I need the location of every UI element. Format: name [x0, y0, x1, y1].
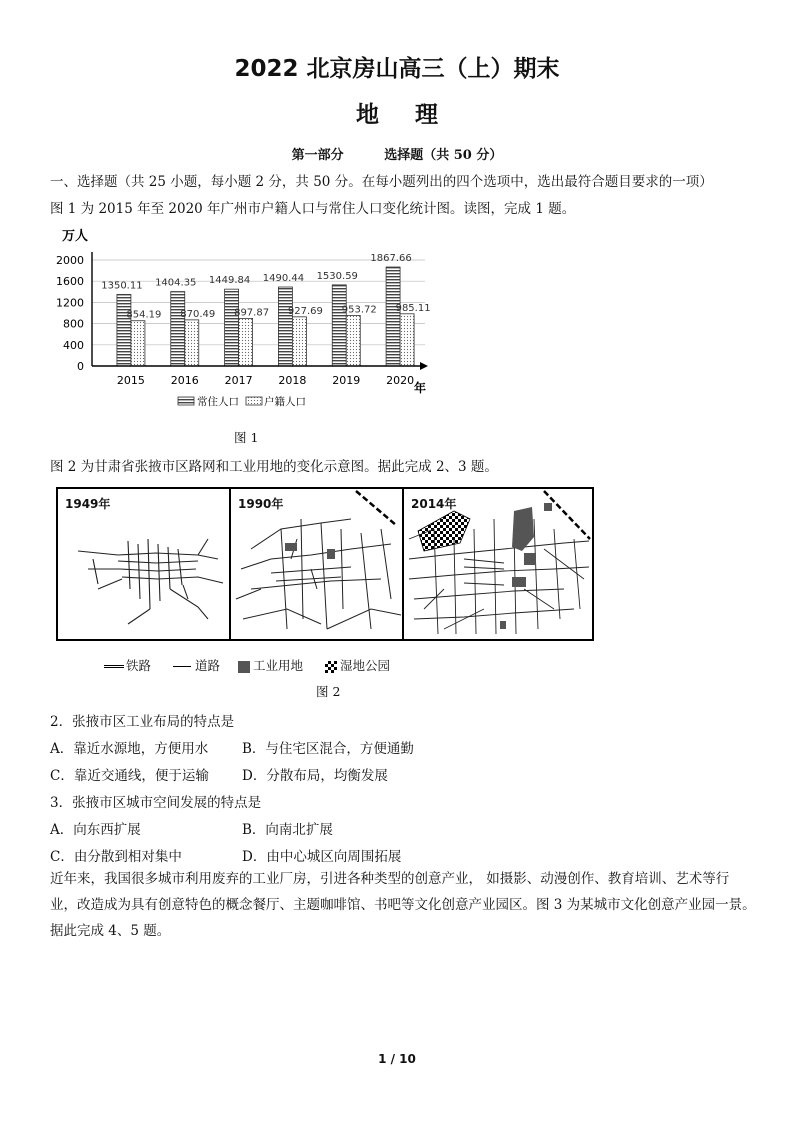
wetland-park-2014 [418, 511, 470, 551]
legend-wetland: 湿地公园 [340, 658, 391, 673]
population-bar-chart [40, 222, 460, 417]
x-tick-label: 2015 [116, 374, 145, 387]
bar-registered [292, 317, 306, 366]
data-label-registered: 985.11 [395, 302, 431, 314]
bar-resident [225, 289, 239, 366]
passage-4-5: 近年来，我国很多城市利用废弃的工业厂房，引进各种类型的创意产业， 如摄影、动漫创作、教育培训、艺术等行业，改造成为具有创意特色的概念餐厅、主题咖啡馆、书吧等文化创意产业园区。图 3 为某城市文化创意产业园一景。据此完成 4、5 题。 [50, 871, 756, 939]
data-label-registered: 870.49 [180, 308, 216, 320]
bar-resident [117, 294, 131, 366]
data-label-registered: 927.69 [287, 305, 323, 317]
industrial-2014a [512, 507, 534, 551]
railway-1990 [356, 491, 396, 525]
page-number: 1 / 10 [378, 1052, 416, 1066]
question-2-option-a: A．靠近水源地，方便用水 [50, 741, 209, 757]
chart-legend [178, 395, 306, 408]
question-2-stem: 2．张掖市区工业布局的特点是 [50, 714, 235, 730]
x-tick-label: 2016 [170, 374, 199, 387]
railway-2014 [544, 491, 590, 539]
map-1990-label: 1990年 [238, 497, 284, 511]
data-label-resident: 1867.66 [370, 253, 412, 265]
bar-registered [131, 321, 145, 366]
part-label: 第一部分 [291, 148, 344, 163]
industrial-2014d [500, 621, 506, 629]
bar-resident [171, 292, 185, 366]
bar-registered [185, 320, 199, 366]
road-legend-icon [173, 666, 191, 667]
y-tick-label: 400 [63, 338, 84, 352]
question-3-option-a: A．向东西扩展 [50, 822, 141, 838]
legend-label-resident: 常住人口 [197, 396, 239, 408]
data-label-resident: 1350.11 [101, 280, 143, 292]
fig2-intro: 图 2 为甘肃省张掖市区路网和工业用地的变化示意图。据此完成 2、3 题。 [50, 459, 498, 475]
x-axis-arrow [420, 362, 428, 370]
legend-industrial: 工业用地 [253, 658, 304, 673]
bar-resident [386, 267, 400, 366]
y-tick-label: 0 [77, 360, 84, 373]
subject-heading: 地理 [356, 101, 474, 128]
railway-legend-icon [104, 665, 124, 668]
map-1990 [229, 487, 405, 641]
y-tick-label: 1200 [56, 296, 84, 310]
industrial-2014b [524, 553, 536, 565]
legend-railway: 铁路 [126, 658, 152, 673]
map-1949 [56, 487, 231, 641]
x-tick-label: 2018 [278, 374, 307, 387]
bar-registered [239, 318, 253, 366]
fig2-caption: 图 2 [316, 684, 341, 699]
industrial-1990a [285, 543, 297, 551]
x-tick-label: 2017 [224, 374, 253, 387]
part-heading [0, 144, 794, 163]
chart-ylabel: 万人 [62, 229, 89, 244]
map-1949-label: 1949年 [65, 497, 111, 511]
fig1-caption: 图 1 [234, 430, 259, 445]
data-label-resident: 1530.59 [316, 270, 358, 282]
instructions: 一、选择题（共 25 小题，每小题 2 分，共 50 分。在每小题列出的四个选项中，选出最符合题目要求的一项） [50, 174, 713, 190]
y-tick-label: 2000 [56, 254, 84, 267]
bar-resident [278, 287, 292, 366]
bar-registered [346, 315, 360, 366]
document-title: 2022 北京房山高三（上）期末 [234, 56, 560, 82]
question-3-option-b: B．向南北扩展 [242, 822, 333, 838]
question-2-option-c: C．靠近交通线，便于运输 [50, 768, 209, 784]
legend-road: 道路 [195, 658, 221, 673]
industrial-2014c [512, 577, 526, 587]
data-label-registered: 953.72 [341, 304, 377, 316]
part-type: 选择题（共 50 分） [384, 148, 503, 163]
legend-swatch-registered [246, 397, 262, 405]
industrial-1990b [327, 549, 335, 559]
data-label-resident: 1449.84 [208, 275, 251, 287]
data-label-resident: 1490.44 [262, 273, 305, 285]
question-3-option-d: D．由中心城区向周围拓展 [242, 849, 402, 865]
y-tick-label: 1600 [56, 275, 84, 289]
y-tick-label: 800 [63, 317, 84, 331]
data-label-registered: 897.87 [234, 307, 270, 319]
data-label-resident: 1404.35 [155, 277, 197, 289]
wetland-legend-icon [325, 661, 337, 673]
legend-swatch-resident [178, 397, 194, 405]
map-2014 [402, 487, 594, 641]
bar-resident [332, 285, 346, 366]
question-2-option-d: D．分散布局，均衡发展 [242, 768, 388, 784]
question-2-option-b: B．与住宅区混合，方便通勤 [242, 741, 414, 757]
map-2014-label: 2014年 [411, 497, 457, 511]
industrial-legend-icon [238, 661, 250, 673]
industrial-2014e [544, 503, 552, 511]
bar-registered [400, 314, 414, 366]
question-3-option-c: C．由分散到相对集中 [50, 849, 182, 865]
fig2-legend [104, 656, 390, 674]
fig1-intro: 图 1 为 2015 年至 2020 年广州市户籍人口与常住人口变化统计图。读图，完成 1 题。 [50, 201, 576, 217]
legend-label-registered: 户籍人口 [264, 396, 306, 408]
chart-xlabel: 年 [414, 381, 427, 395]
data-label-registered: 854.19 [126, 309, 162, 321]
question-3-stem: 3．张掖市区城市空间发展的特点是 [50, 795, 262, 811]
x-tick-label: 2020 [386, 374, 415, 387]
x-tick-label: 2019 [332, 374, 361, 387]
